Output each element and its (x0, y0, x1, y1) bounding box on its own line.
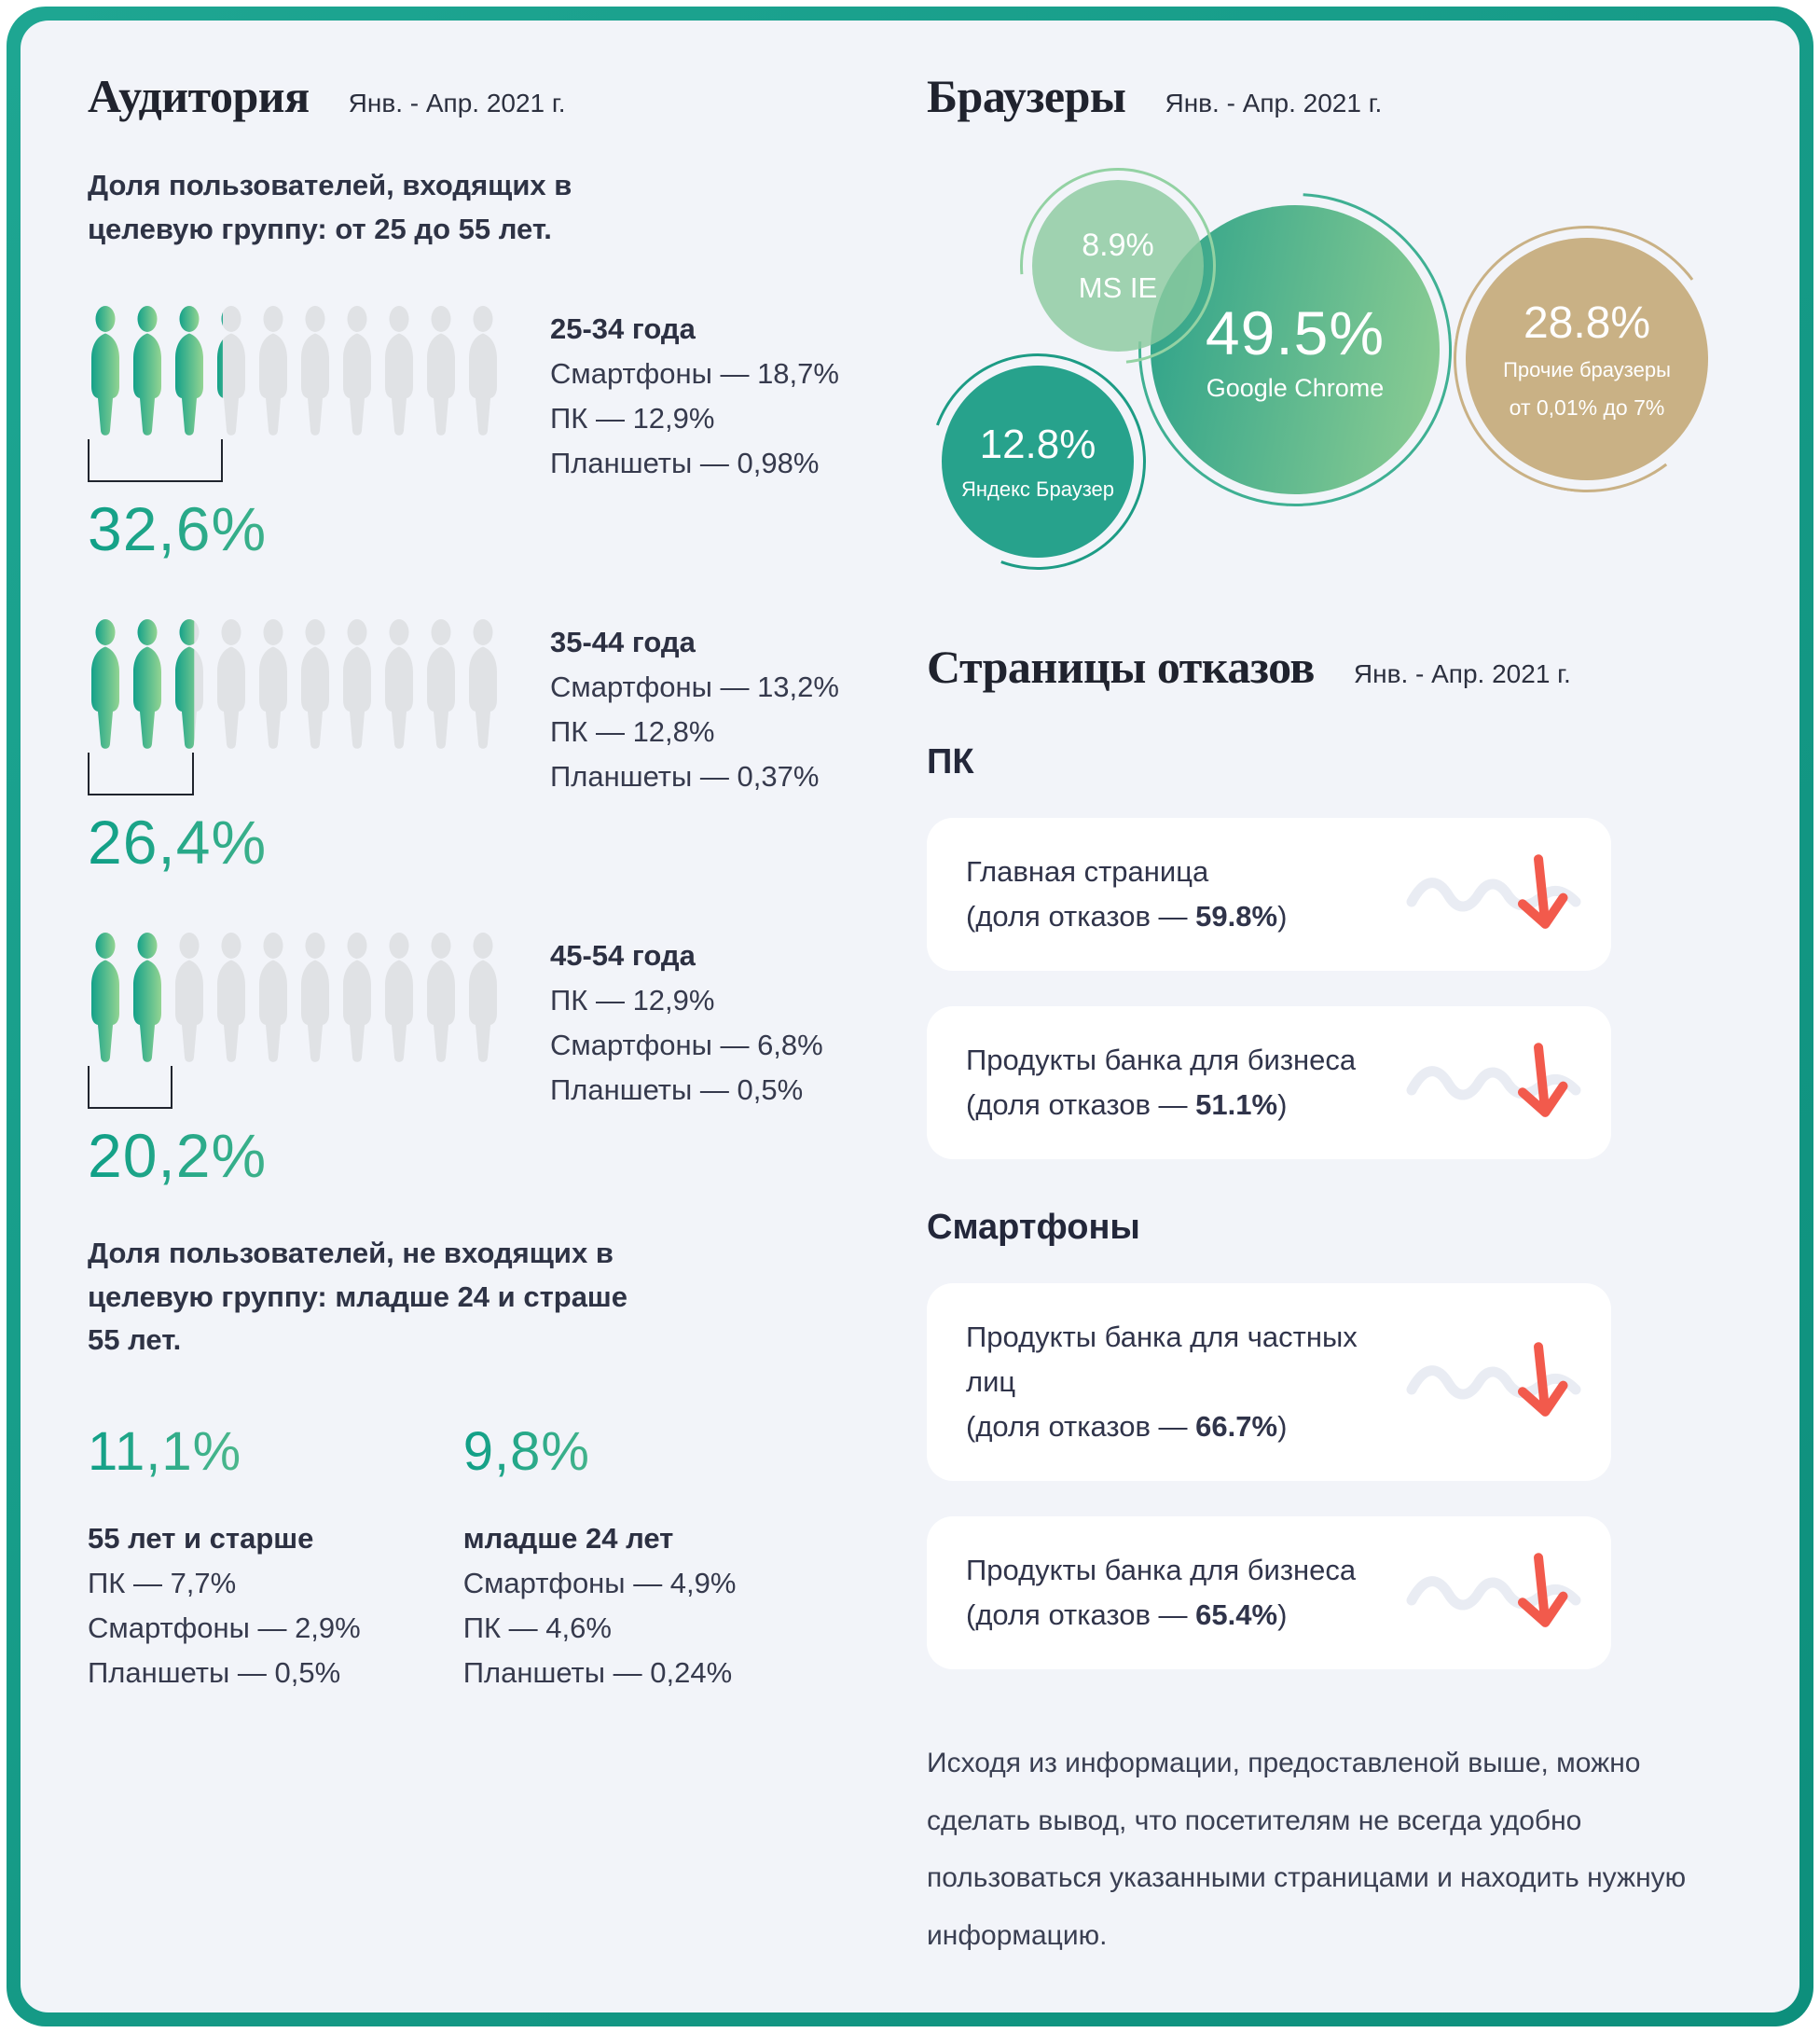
bounce-card-text (966, 1315, 1406, 1449)
person-icon (130, 305, 165, 436)
person-icon (88, 618, 123, 749)
bubble-label: Прочие браузеры (1503, 358, 1671, 381)
trend-decoration (1406, 1548, 1583, 1638)
person-icons-row (88, 618, 522, 749)
bounce-card-text (966, 1038, 1356, 1127)
bounce-card-text (966, 1548, 1356, 1638)
nontarget-percent: 9,8% (463, 1420, 737, 1483)
device-line: ПК — 7,7% (88, 1566, 237, 1599)
person-icon (130, 618, 165, 749)
person-icon (339, 618, 375, 749)
bubble-label: Google Chrome (1206, 373, 1385, 402)
bounce-card (927, 818, 1611, 971)
right-column (927, 69, 1745, 1975)
person-icon (381, 932, 417, 1062)
person-icon (465, 932, 501, 1062)
bounce-page-title: Продукты банка для частных лиц (966, 1321, 1358, 1399)
bounce-rate-value: 66.7% (1195, 1410, 1278, 1444)
trend-wave-down-arrow-icon (1406, 850, 1583, 939)
bounce-title: Страницы отказов (927, 641, 1315, 693)
bounce-page-title: Главная страница (966, 855, 1209, 888)
bubble-percent: 28.8% (1523, 298, 1651, 348)
bubble-yandex-browser (942, 366, 1134, 558)
pictogram-25-34 (88, 305, 522, 564)
person-icon (381, 618, 417, 749)
person-icon (297, 618, 333, 749)
audience-title: Аудитория (88, 70, 310, 122)
device-line: Планшеты — 0,5% (88, 1655, 341, 1689)
person-icon (339, 305, 375, 436)
group-percent: 26,4% (88, 807, 522, 878)
trend-wave-down-arrow-icon (1406, 1038, 1583, 1127)
person-icon (339, 932, 375, 1062)
person-icon (423, 305, 459, 436)
audience-period: Янв. - Апр. 2021 г. (348, 89, 566, 118)
bounce-header (927, 640, 1745, 694)
person-icon (465, 305, 501, 436)
device-line: Планшеты — 0,98% (550, 447, 820, 480)
bubble-percent: 49.5% (1205, 297, 1386, 367)
age-group-row (88, 618, 878, 878)
person-icon (381, 305, 417, 436)
conclusion-paragraph: Исходя из информации, предоставленой выше, можно сделать вывод, что посетителям не всегда удобно пользоваться указанными страницами и находить нужную информацию. (927, 1748, 1687, 1951)
bubble-percent: 12.8% (979, 422, 1096, 467)
person-icon (214, 618, 249, 749)
device-line: ПК — 12,9% (550, 984, 715, 1017)
nontarget-under24 (463, 1420, 737, 1695)
bounce-card (927, 1006, 1611, 1159)
person-icon (297, 932, 333, 1062)
bubble-sublabel: от 0,01% до 7% (1509, 395, 1665, 420)
bounce-card (927, 1516, 1611, 1669)
bracket (88, 753, 194, 795)
bounce-card-text (966, 850, 1287, 939)
nontarget-55plus (88, 1420, 361, 1695)
group-percent: 20,2% (88, 1120, 522, 1191)
device-line: Смартфоны — 18,7% (550, 357, 839, 391)
bounce-subheading-pc: ПК (927, 742, 974, 781)
group-label: 35-44 года (550, 626, 696, 658)
nontarget-label: младше 24 лет (462, 1521, 674, 1555)
device-line: Смартфоны — 13,2% (550, 671, 839, 704)
person-icon (214, 932, 249, 1062)
group-label: 45-54 года (550, 939, 696, 972)
bounce-card (927, 1283, 1611, 1481)
bounce-rate-value: 59.8% (1195, 900, 1278, 934)
bracket (88, 439, 223, 482)
bounce-period: Янв. - Апр. 2021 г. (1353, 659, 1571, 688)
nontarget-intro: Доля пользователей, не входящих в целевую группу: младше 24 и страше 55 лет. (88, 1237, 628, 1356)
device-line: ПК — 12,9% (550, 402, 715, 436)
device-line: Планшеты — 0,24% (462, 1655, 733, 1689)
device-line: Смартфоны — 2,9% (88, 1611, 361, 1644)
group-label: 25-34 года (550, 312, 696, 345)
device-line: Планшеты — 0,5% (550, 1073, 804, 1107)
person-icon (214, 305, 249, 436)
bubble-label: MS IE (1078, 270, 1158, 304)
device-line: Смартфоны — 6,8% (550, 1029, 823, 1062)
nontarget-devices (463, 1561, 737, 1695)
person-icon (255, 305, 291, 436)
person-icon (88, 305, 123, 436)
bubble-other-browsers (1466, 238, 1708, 480)
trend-decoration (1406, 1038, 1583, 1127)
bounce-rate-line: (доля отказов — 65.4%) (966, 1598, 1288, 1632)
group-info (550, 932, 823, 1191)
audience-header (88, 69, 878, 123)
trend-decoration (1406, 1337, 1583, 1427)
device-line: ПК — 4,6% (462, 1611, 612, 1644)
bounce-rate-value: 51.1% (1195, 1088, 1278, 1122)
person-icon (297, 305, 333, 436)
bounce-page-title: Продукты банка для бизнеса (966, 1044, 1357, 1077)
person-icon (465, 618, 501, 749)
nontarget-devices (88, 1561, 361, 1695)
bubble-percent: 8.9% (1082, 227, 1154, 263)
device-line: Планшеты — 0,37% (550, 760, 820, 794)
person-icons-row (88, 932, 522, 1062)
person-icon (255, 618, 291, 749)
target-intro: Доля пользователей, входящих в целевую группу: от 25 до 55 лет. (88, 169, 572, 245)
nontarget-percent: 11,1% (88, 1420, 361, 1483)
device-line: Смартфоны — 4,9% (462, 1566, 737, 1599)
bounce-rate-line: (доля отказов — 59.8%) (966, 900, 1288, 934)
person-icon (255, 932, 291, 1062)
person-icon (130, 932, 165, 1062)
browsers-period: Янв. - Апр. 2021 г. (1165, 89, 1383, 118)
nontarget-label: 55 лет и старше (88, 1521, 314, 1555)
person-icon (423, 932, 459, 1062)
bubble-ms-ie (1032, 180, 1204, 352)
trend-wave-down-arrow-icon (1406, 1548, 1583, 1638)
person-icon (172, 618, 207, 749)
group-percent: 32,6% (88, 493, 522, 564)
browsers-bubble-chart (927, 149, 1745, 608)
bracket (88, 1066, 172, 1109)
browsers-header (927, 69, 1745, 123)
device-line: ПК — 12,8% (550, 715, 715, 749)
trend-decoration (1406, 850, 1583, 939)
person-icon (423, 618, 459, 749)
person-icon (172, 305, 207, 436)
pictogram-35-44 (88, 618, 522, 878)
group-info (550, 618, 839, 878)
audience-section (88, 69, 878, 1975)
age-group-row (88, 932, 878, 1191)
bounce-rate-line: (доля отказов — 51.1%) (966, 1088, 1288, 1122)
person-icon (172, 932, 207, 1062)
bounce-rate-value: 65.4% (1195, 1598, 1278, 1632)
browsers-title: Браузеры (927, 70, 1126, 122)
pictogram-45-54 (88, 932, 522, 1191)
person-icon (88, 932, 123, 1062)
nontarget-stats (88, 1420, 878, 1695)
bubble-label: Яндекс Браузер (960, 477, 1115, 501)
age-group-row (88, 305, 878, 564)
person-icons-row (88, 305, 522, 436)
group-info (550, 305, 839, 564)
trend-wave-down-arrow-icon (1406, 1337, 1583, 1427)
bounce-subheading-smartphones: Смартфоны (927, 1208, 1140, 1248)
content-area (21, 21, 1799, 2012)
bounce-rate-line: (доля отказов — 66.7%) (966, 1410, 1288, 1444)
bounce-page-title: Продукты банка для бизнеса (966, 1554, 1357, 1587)
